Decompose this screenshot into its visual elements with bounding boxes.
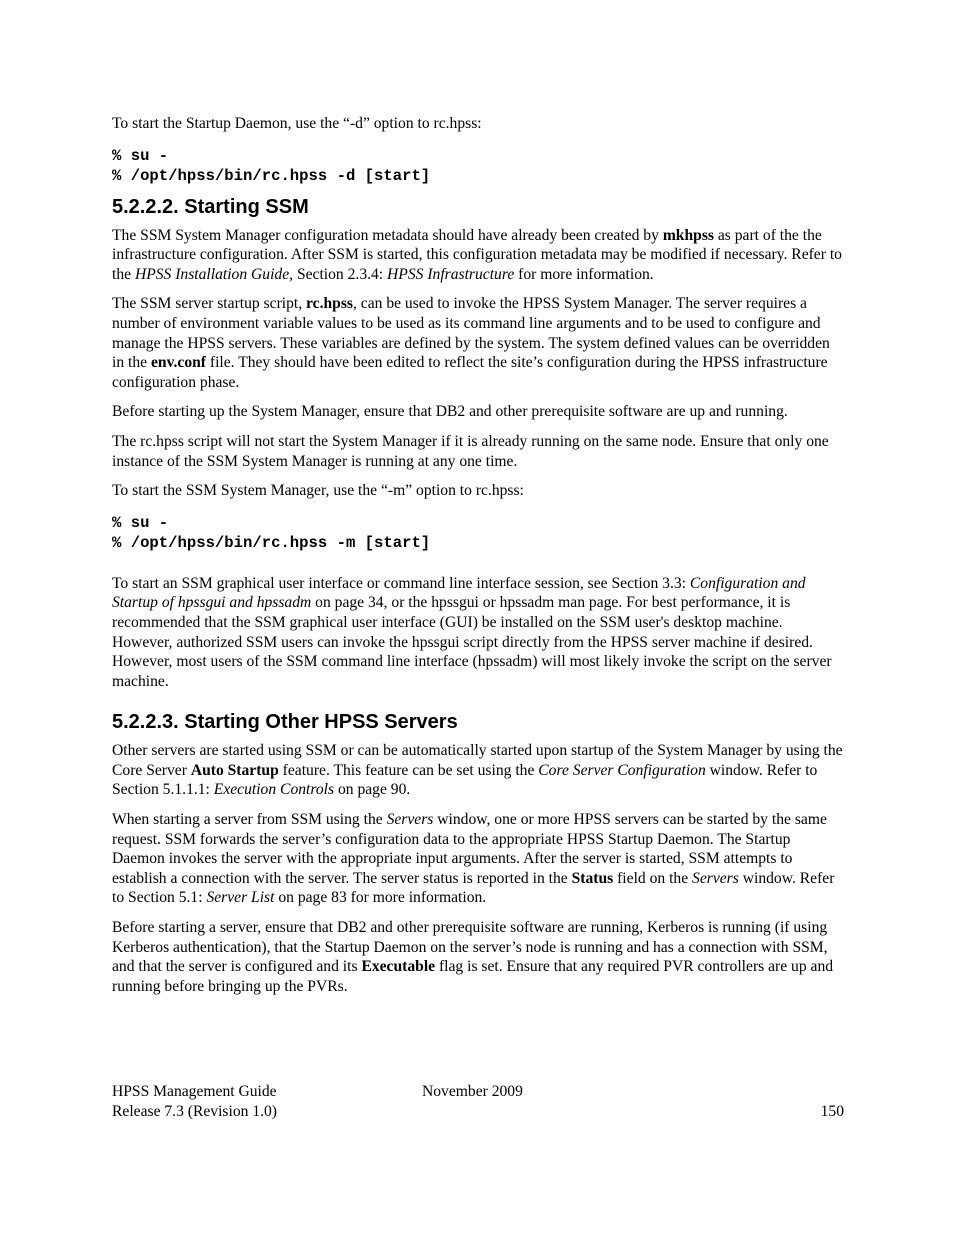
paragraph: The rc.hpss script will not start the System Manager if it is already running on the same node. Ensure that only one instance of the SSM System Manager is running at any one time. — [112, 432, 829, 470]
text-run: on page 83 for more information. — [274, 889, 487, 907]
bold-term: rc.hpss — [306, 295, 353, 313]
bold-term: Auto Startup — [190, 761, 279, 779]
section-heading-starting-other-servers: 5.2.2.3. Starting Other HPSS Servers — [112, 711, 458, 734]
text-run: Section 2.3.4: — [293, 265, 388, 283]
italic-reference: Core Server Configuration — [538, 761, 706, 779]
text-run: on page 34, or the hpssgui or hpssadm man page. For best performance, it is recommended that the SSM graphical user interface (GUI) be installed on the SSM user's desktop machine. However, authorized SSM users can invoke the hpssgui script directly from the HPSS server machine if desired. However, most users of the SSM command line interface (hpssadm) will most likely invoke the script on the server machine. — [112, 594, 832, 690]
italic-reference: Configuration and Startup of hpssgui and hpssadm — [112, 574, 806, 612]
italic-reference: Server List — [206, 889, 275, 907]
text-run: for more information. — [514, 265, 654, 283]
paragraph — [112, 741, 844, 800]
text-run: window. Refer to Section 5.1.1.1: — [112, 761, 818, 799]
intro-text: To start the Startup Daemon, use the “-d” option to rc.hpss: — [112, 115, 482, 132]
section-heading-starting-ssm: 5.2.2.2. Starting SSM — [112, 195, 309, 218]
text-run: The SSM System Manager configuration metadata should have already been created by — [112, 226, 663, 244]
text-run: When starting a server from SSM using the — [112, 811, 387, 829]
italic-reference: Servers — [692, 869, 739, 887]
bold-term: env.conf — [150, 354, 206, 372]
page-footer — [112, 1082, 844, 1122]
bold-term: Status — [571, 869, 614, 887]
text-run: on page 90. — [334, 781, 411, 799]
italic-reference: Servers — [386, 811, 434, 829]
page-content — [112, 112, 844, 996]
code-line: % /opt/hpss/bin/rc.hpss -m [start] — [112, 533, 431, 552]
text-run: To start an SSM graphical user interface or command line interface session, see Section 3.3: — [112, 574, 690, 592]
text-run: field on the — [613, 869, 693, 887]
page-number: 150 — [820, 1103, 844, 1120]
italic-reference: Execution Controls — [213, 781, 335, 799]
text-run: window, one or more HPSS servers can be started by the same request. SSM forwards the server’s configuration data to the appropriate HPSS Startup Daemon. The Startup Daemon invokes the server with the appropriate input arguments. After the server is started, SSM attempts to establish a connection with the server. The server status is reported in the — [112, 811, 827, 887]
bold-term: Executable — [361, 958, 436, 976]
text-run: flag is set. Ensure that any required PVR controllers are up and running before bringing up the PVRs. — [112, 958, 834, 995]
paragraph — [112, 810, 844, 908]
text-run: as part of the the infrastructure configuration. After SSM is started, this configuration metadata may be modified if necessary. Refer to the — [112, 226, 842, 283]
bold-term: mkhpss — [662, 226, 714, 244]
text-run: The SSM server startup script, — [112, 295, 307, 313]
text-run: Before starting a server, ensure that DB2 and other prerequisite software are running, Kerberos is running (if using Kerberos authentication), that the Startup Daemon on the server’s node is running and has a connection with SSM, and that the server is configured and its — [112, 919, 828, 976]
paragraph — [112, 294, 844, 392]
footer-title: HPSS Management Guide — [112, 1083, 277, 1100]
text-run: Other servers are started using SSM or can be automatically started upon startup of the System Manager by using the Core Server — [112, 742, 843, 779]
paragraph — [112, 574, 844, 692]
italic-reference: HPSS Infrastructure — [387, 265, 515, 283]
text-run: window. Refer to Section 5.1: — [112, 869, 835, 907]
paragraph — [112, 226, 844, 285]
text-run: file. They should have been edited to reflect the site’s configuration during the HPSS infrastructure configuration phase. — [112, 354, 828, 391]
paragraph — [112, 918, 844, 996]
code-line: % /opt/hpss/bin/rc.hpss -d [start] — [112, 166, 431, 185]
footer-date: November 2009 — [422, 1083, 523, 1100]
paragraph: To start the SSM System Manager, use the “-m” option to rc.hpss: — [112, 482, 524, 500]
text-run: , can be used to invoke the HPSS System Manager. The server requires a number of environment variable values to be used as its command line arguments and to be used to configure and manage the HPSS servers. These variables are defined by the system. The system defined values can be overridden in the — [112, 295, 830, 372]
code-line: % su - — [112, 513, 169, 532]
code-line: % su - — [112, 146, 169, 165]
text-run: feature. This feature can be set using the — [278, 761, 539, 779]
paragraph: Before starting up the System Manager, ensure that DB2 and other prerequisite software are up and running. — [112, 403, 788, 421]
italic-reference: HPSS Installation Guide, — [134, 265, 294, 283]
footer-release: Release 7.3 (Revision 1.0) — [112, 1103, 277, 1120]
